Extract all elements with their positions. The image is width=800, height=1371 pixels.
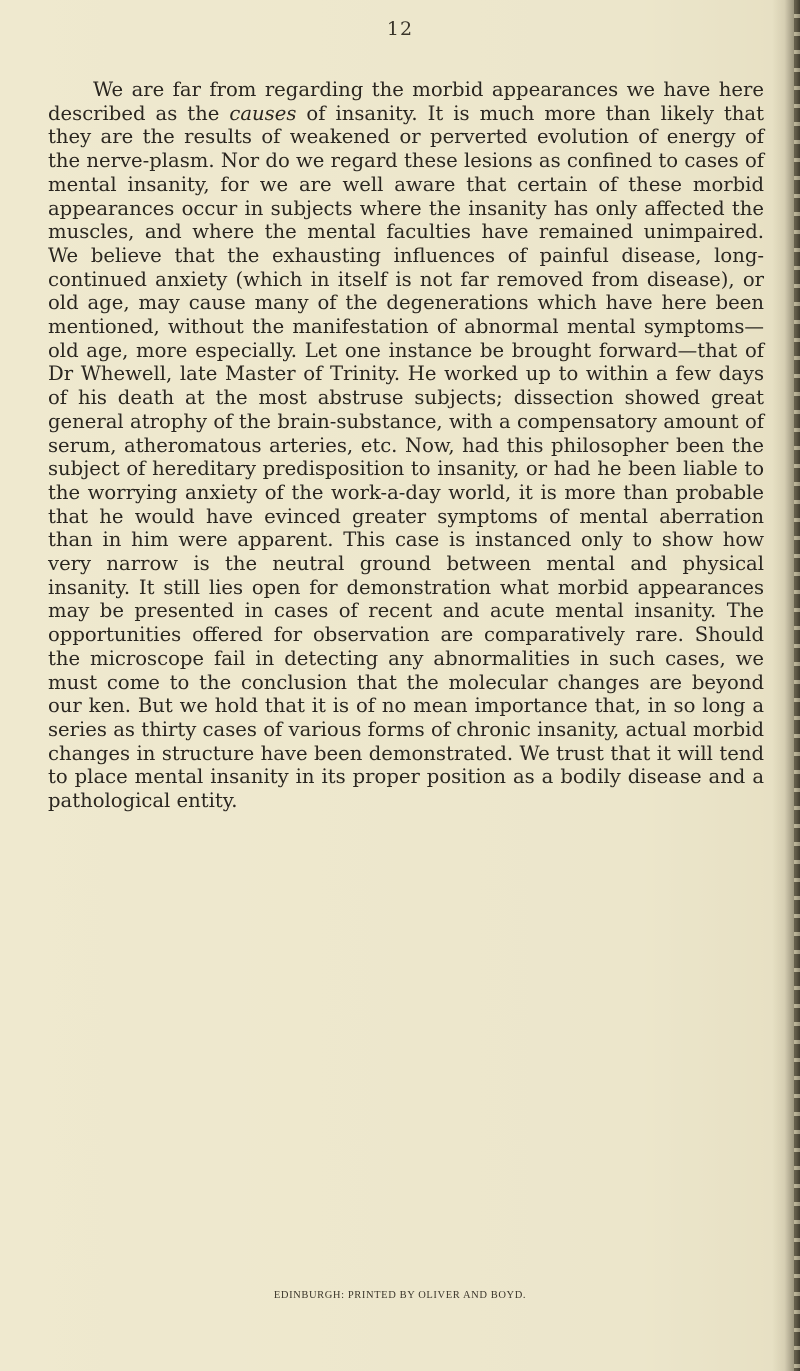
body-paragraph — [48, 78, 764, 813]
paragraph-lead: We are far from regarding the morbid appearances we have here described as the — [48, 78, 764, 125]
emphasized-word: causes — [229, 101, 297, 125]
paragraph-rest: of insanity. It is much more than likely that they are the results of weakened or perverted evolution of energy of the nerve-plasm. Nor do we regard these lesions as confined to cases of mental insanity, for we are well aware that certain of these morbid appearances occur in subjects where the insanity has only affected the muscles, and where the mental faculties have remained unimpaired. We believe that the exhausting influences of painful disease, long-continued anxiety (which in itself is not far removed from disease), or old age, may cause many of the degenerations which have here been mentioned, without the manifestation of abnormal mental symptoms—old age, more especially. Let one instance be brought forward—that of Dr Whewell, late Master of Trinity. He worked up to within a few days of his death at the most abstruse subjects; dissection showed great general atrophy of the brain-substance, with a compensatory amount of serum, atheromatous arteries, etc. Now, had this philosopher been the subject of hereditary predisposition to insanity, or had he been liable to the worrying anxiety of the work-a-day world, it is more than probable that he would have evinced greater symptoms of mental aberration than in him were apparent. This case is instanced only to show how very narrow is the neutral ground between mental and physical insanity. It still lies open for demonstration what morbid appearances may be presented in cases of recent and acute mental insanity. The opportunities offered for observation are comparatively rare. Should the microscope fail in detecting any abnormalities in such cases, we must come to the conclusion that the molecular changes are beyond our ken. But we hold that it is of no mean importance that, in so long a series as thirty cases of various forms of chronic insanity, actual morbid changes in structure have been demonstrated. We trust that it will tend to place mental insanity in its proper position as a bodily disease and a pathological entity. — [48, 101, 764, 813]
printer-imprint: EDINBURGH: PRINTED BY OLIVER AND BOYD. — [273, 1290, 527, 1301]
page-edge-strip — [794, 0, 800, 1371]
page-number: 12 — [386, 18, 414, 40]
